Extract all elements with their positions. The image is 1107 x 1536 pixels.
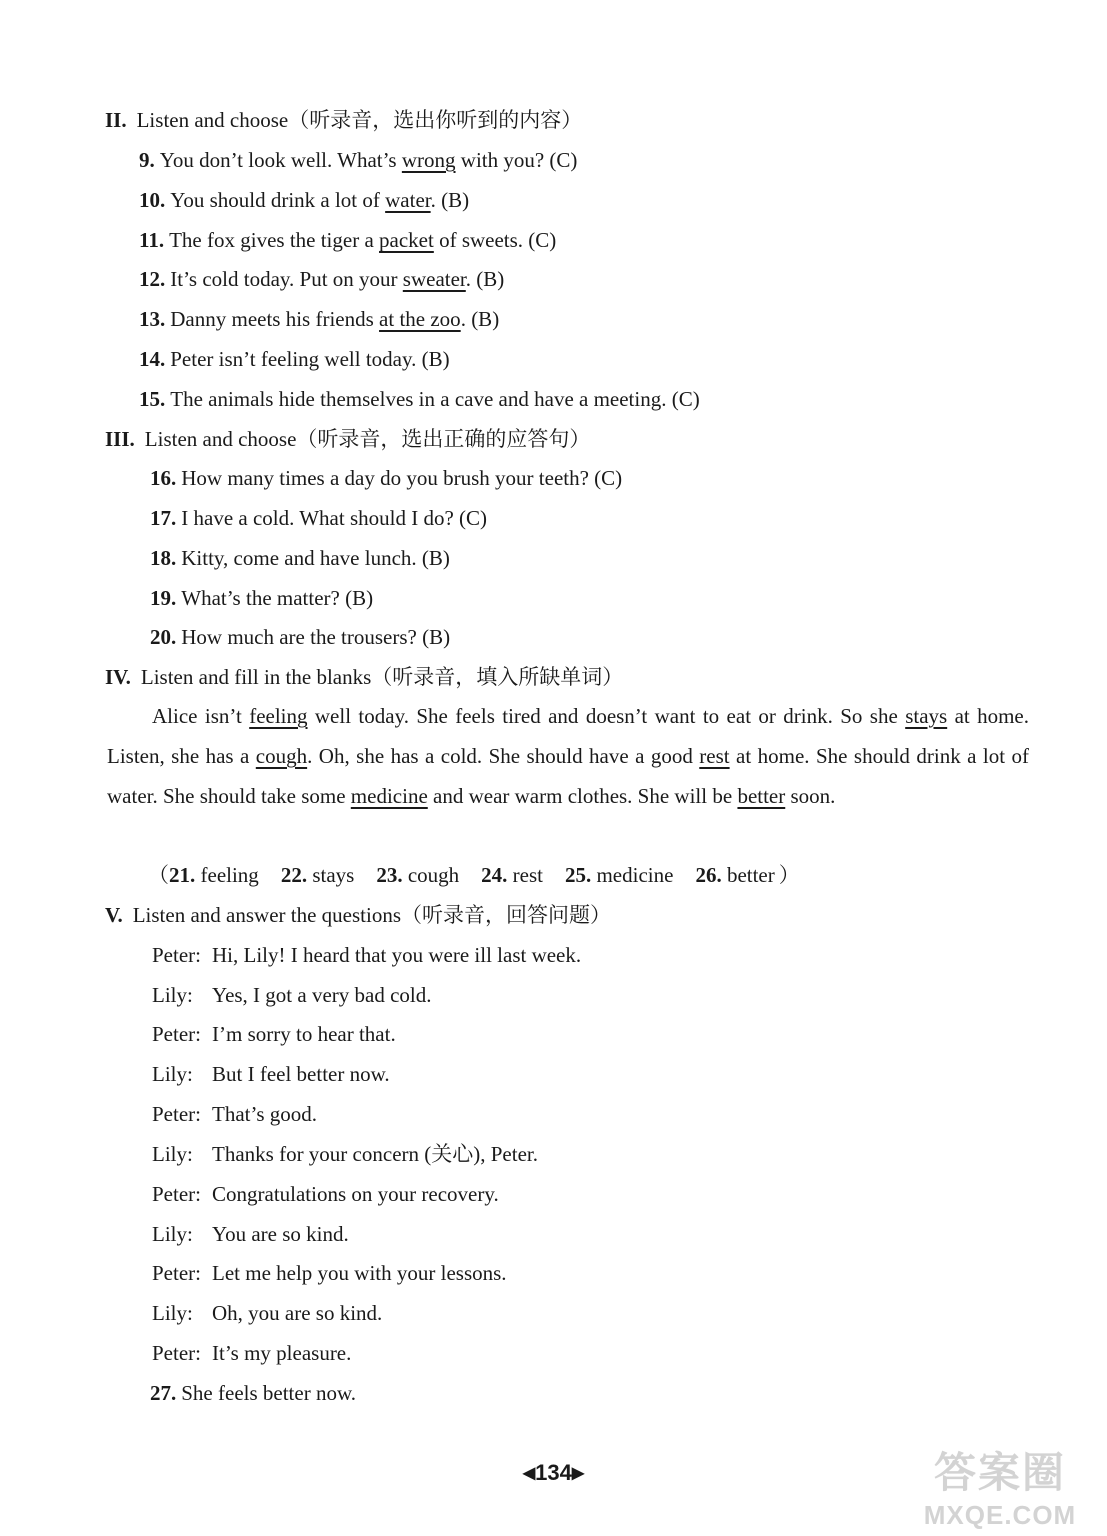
answer-word: stays [312,863,355,887]
speaker-name: Lily: [152,1222,193,1246]
question-number: 14. [139,347,166,371]
passage-text: at home. Listen, she has a [107,704,1030,768]
section-title: Listen and choose（听录音，选出正确的应答句） [144,427,591,451]
question-27 [150,1379,356,1407]
question-number: 20. [150,625,177,649]
question-text: of sweets. (C) [433,228,557,252]
speaker-name: Peter: [152,1102,201,1126]
close-paren: ） [778,863,800,887]
question-text: How many times a day do you brush your teeth? (C) [181,466,623,490]
question-18 [150,544,450,572]
question-20 [150,623,450,651]
question-19 [150,584,373,612]
dialogue-line [152,1299,382,1327]
question-text: . (B) [465,267,505,291]
dialogue-text: It’s my pleasure. [212,1341,352,1365]
blank-answer: cough [255,744,308,768]
answer-25 [565,863,673,887]
answer-number: 21. [169,863,196,887]
section-title: Listen and fill in the blanks（听录音，填入所缺单词） [140,665,624,689]
speaker-name: Peter: [152,943,201,967]
right-triangle-icon: ▶ [571,1465,585,1482]
section-number: II. [105,108,127,132]
question-10 [139,186,469,214]
dialogue-text: I’m sorry to hear that. [212,1022,396,1046]
section-iv-heading [105,663,623,691]
question-number: 10. [139,188,166,212]
question-number: 13. [139,307,166,331]
passage-text: Alice isn’t [152,704,250,728]
section-title: Listen and answer the questions（听录音，回答问题） [132,903,611,927]
question-text: The animals hide themselves in a cave and have a meeting. (C) [170,387,700,411]
answer-number: 25. [564,863,592,887]
question-text: How much are the trousers? (B) [181,625,451,649]
section-number: III. [105,427,135,451]
open-paren: （ [148,863,169,887]
blank-answer: feeling [249,704,308,728]
blank-answer: medicine [350,784,428,808]
answer-number: 22. [280,863,308,887]
question-text: You don’t look well. What’s [159,148,402,172]
question-text: What’s the matter? (B) [181,586,374,610]
question-11 [139,226,556,254]
dialogue-text: Thanks for your concern (关心), Peter. [212,1142,538,1166]
answer-22 [281,863,355,887]
dialogue-line [152,981,432,1009]
speaker-name: Lily: [152,1142,193,1166]
answer-21 [169,863,259,887]
dialogue-line [152,1339,351,1367]
passage-text: soon. [785,784,836,808]
answer-26 [695,863,774,887]
answer-number: 23. [376,863,403,887]
speaker-name: Lily: [152,1062,193,1086]
answer-key-row [148,861,800,889]
dialogue-line [152,1180,499,1208]
question-number: 17. [150,506,177,530]
dialogue-line [152,1140,538,1168]
question-13 [139,305,499,333]
blank-answer: better [737,784,786,808]
section-number: IV. [105,665,131,689]
section-ii-heading [105,106,582,134]
question-16 [150,464,622,492]
passage-text: at home. She should drink a lot of water. She should take some [107,744,1029,808]
speaker-name: Lily: [152,983,193,1007]
answer-word: better [726,863,775,887]
dialogue-text: That’s good. [212,1102,317,1126]
question-number: 18. [150,546,177,570]
question-number: 12. [139,267,166,291]
dialogue-text: But I feel better now. [212,1062,390,1086]
underlined-answer: packet [379,228,434,252]
passage-text: well today. She feels tired and doesn’t want to eat or drink. So she [307,704,906,728]
answer-word: feeling [200,863,259,887]
dialogue-line [152,1060,390,1088]
speaker-name: Lily: [152,1301,193,1325]
speaker-name: Peter: [152,1182,201,1206]
left-triangle-icon: ◀ [522,1465,536,1482]
question-number: 19. [150,586,177,610]
dialogue-line [152,1020,396,1048]
question-text: Danny meets his friends [170,307,380,331]
question-number: 9. [139,148,155,172]
speaker-name: Peter: [152,1022,201,1046]
question-text: . (B) [430,188,470,212]
answer-number: 26. [695,863,722,887]
question-number: 11. [139,228,165,252]
dialogue-line [152,1100,317,1128]
question-9 [139,146,577,174]
speaker-name: Peter: [152,1341,201,1365]
blank-answer: stays [905,704,948,728]
question-text: The fox gives the tiger a [169,228,380,252]
question-text: Kitty, come and have lunch. (B) [181,546,450,570]
question-text: It’s cold today. Put on your [170,267,403,291]
dialogue-text: Let me help you with your lessons. [212,1261,507,1285]
answer-number: 24. [481,863,508,887]
underlined-answer: water [385,188,431,212]
question-17 [150,504,487,532]
question-15 [139,385,700,413]
cloze-passage [107,696,1029,816]
section-v-heading [105,901,611,929]
question-number: 15. [139,387,166,411]
question-text: with you? (C) [455,148,578,172]
question-text: . (B) [460,307,500,331]
blank-answer: rest [699,744,730,768]
underlined-answer: wrong [401,148,456,172]
dialogue-line [152,941,581,969]
watermark-logo [905,1440,1095,1530]
question-14 [139,345,450,373]
section-iii-heading [105,425,590,453]
answer-24 [481,863,543,887]
page-number-text: 134 [535,1460,572,1485]
question-number: 16. [150,466,177,490]
question-text: Peter isn’t feeling well today. (B) [170,347,450,371]
question-number: 27. [150,1381,177,1405]
answer-word: medicine [596,863,674,887]
watermark-line1: 答案圈 [933,1449,1066,1496]
speaker-name: Peter: [152,1261,201,1285]
answer-23 [376,863,459,887]
question-12 [139,265,504,293]
underlined-answer: at the zoo [379,307,461,331]
dialogue-text: You are so kind. [212,1222,349,1246]
underlined-answer: sweater [402,267,466,291]
watermark-line2: MXQE.COM [923,1500,1077,1530]
section-title: Listen and choose（听录音，选出你听到的内容） [136,108,583,132]
dialogue-line [152,1259,507,1287]
answer-word: cough [407,863,460,887]
dialogue-text: Hi, Lily! I heard that you were ill last week. [212,943,582,967]
section-number: V. [105,903,123,927]
passage-text: . Oh, she has a cold. She should have a good [307,744,700,768]
dialogue-text: Oh, you are so kind. [212,1301,383,1325]
dialogue-text: Yes, I got a very bad cold. [212,983,432,1007]
dialogue-line [152,1220,349,1248]
passage-text: and wear warm clothes. She will be [427,784,738,808]
question-text: She feels better now. [181,1381,356,1405]
answer-word: rest [512,863,543,887]
dialogue-text: Congratulations on your recovery. [212,1182,499,1206]
question-text: I have a cold. What should I do? (C) [181,506,488,530]
question-text: You should drink a lot of [170,188,386,212]
